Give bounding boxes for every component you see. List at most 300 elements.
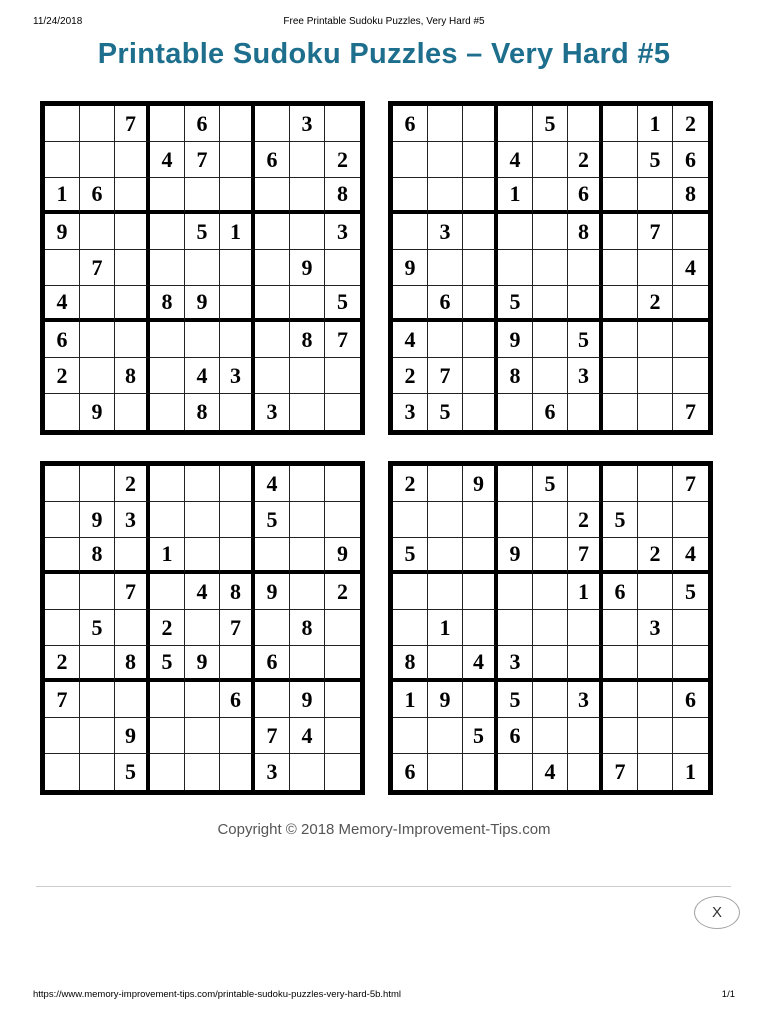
sudoku-cell (150, 322, 185, 358)
sudoku-cell: 7 (220, 610, 255, 646)
sudoku-cell: 4 (45, 286, 80, 322)
sudoku-cell: 5 (150, 646, 185, 682)
sudoku-cell: 9 (80, 502, 115, 538)
sudoku-cell: 8 (220, 574, 255, 610)
sudoku-cell (463, 502, 498, 538)
sudoku-cell: 5 (463, 718, 498, 754)
sudoku-cell (150, 574, 185, 610)
sudoku-cell (533, 502, 568, 538)
sudoku-cell (393, 142, 428, 178)
sudoku-cell (638, 466, 673, 502)
sudoku-cell (115, 322, 150, 358)
sudoku-cell: 2 (325, 574, 360, 610)
sudoku-cell (325, 646, 360, 682)
sudoku-cell (428, 142, 463, 178)
sudoku-cell (325, 718, 360, 754)
sudoku-cell: 1 (150, 538, 185, 574)
sudoku-cell (673, 322, 708, 358)
sudoku-cell (393, 286, 428, 322)
sudoku-cell: 2 (673, 106, 708, 142)
sudoku-cell: 3 (498, 646, 533, 682)
sudoku-cell (290, 574, 325, 610)
footer-url: https://www.memory-improvement-tips.com/printable-sudoku-puzzles-very-hard-5b.html (33, 989, 401, 1000)
sudoku-cell (568, 466, 603, 502)
sudoku-cell (603, 538, 638, 574)
sudoku-cell: 9 (255, 574, 290, 610)
sudoku-cell (290, 502, 325, 538)
sudoku-cell: 6 (568, 178, 603, 214)
sudoku-cell (568, 394, 603, 430)
sudoku-cell: 5 (533, 466, 568, 502)
sudoku-cell (393, 214, 428, 250)
sudoku-cell (463, 574, 498, 610)
sudoku-cell (185, 322, 220, 358)
sudoku-cell (255, 286, 290, 322)
sudoku-cell (325, 682, 360, 718)
sudoku-cell (185, 718, 220, 754)
sudoku-cell (185, 754, 220, 790)
sudoku-cell (80, 322, 115, 358)
sudoku-cell: 8 (185, 394, 220, 430)
sudoku-cell: 5 (428, 394, 463, 430)
sudoku-cell (498, 106, 533, 142)
sudoku-cell (638, 394, 673, 430)
sudoku-cell (45, 502, 80, 538)
sudoku-grid-bottom-right (388, 461, 713, 795)
sudoku-cell: 4 (393, 322, 428, 358)
sudoku-cell: 8 (115, 646, 150, 682)
sudoku-cell (603, 610, 638, 646)
sudoku-cell (463, 682, 498, 718)
sudoku-cell (80, 358, 115, 394)
sudoku-cell: 9 (290, 682, 325, 718)
sudoku-cell: 4 (185, 358, 220, 394)
sudoku-cell: 3 (220, 358, 255, 394)
sudoku-cell (393, 718, 428, 754)
sudoku-cell (428, 646, 463, 682)
sudoku-cell (428, 106, 463, 142)
sudoku-cell: 7 (255, 718, 290, 754)
sudoku-cell (185, 682, 220, 718)
sudoku-cell (463, 250, 498, 286)
sudoku-cell: 9 (428, 682, 463, 718)
sudoku-cell: 4 (150, 142, 185, 178)
sudoku-cell (568, 250, 603, 286)
sudoku-cell: 5 (325, 286, 360, 322)
sudoku-cell: 9 (290, 250, 325, 286)
sudoku-cell (498, 502, 533, 538)
sudoku-cell (150, 394, 185, 430)
sudoku-cell: 7 (115, 106, 150, 142)
sudoku-cell (568, 106, 603, 142)
sudoku-cell: 7 (325, 322, 360, 358)
sudoku-cell (290, 538, 325, 574)
sudoku-cell: 7 (45, 682, 80, 718)
sudoku-cell (463, 286, 498, 322)
sudoku-cell (638, 718, 673, 754)
sudoku-cell (45, 610, 80, 646)
sudoku-cell: 9 (463, 466, 498, 502)
sudoku-cell (325, 754, 360, 790)
sudoku-cell: 6 (428, 286, 463, 322)
sudoku-cell: 2 (115, 466, 150, 502)
sudoku-cell (115, 394, 150, 430)
sudoku-cell (150, 250, 185, 286)
sudoku-cell (255, 250, 290, 286)
sudoku-cell (150, 214, 185, 250)
sudoku-cell: 1 (638, 106, 673, 142)
sudoku-cell (498, 610, 533, 646)
sudoku-cell: 7 (603, 754, 638, 790)
sudoku-cell (290, 646, 325, 682)
sudoku-cell: 6 (673, 142, 708, 178)
sudoku-cell (533, 538, 568, 574)
sudoku-cell (325, 466, 360, 502)
close-button[interactable]: X (694, 896, 740, 929)
sudoku-cell: 5 (603, 502, 638, 538)
sudoku-cell: 7 (185, 142, 220, 178)
sudoku-cell: 1 (45, 178, 80, 214)
sudoku-cell (185, 538, 220, 574)
sudoku-cell: 1 (428, 610, 463, 646)
sudoku-cell: 3 (568, 358, 603, 394)
copyright-text: Copyright © 2018 Memory-Improvement-Tips.com (217, 821, 551, 838)
sudoku-cell (463, 394, 498, 430)
sudoku-cell: 9 (80, 394, 115, 430)
sudoku-cell: 5 (80, 610, 115, 646)
sudoku-cell (638, 250, 673, 286)
sudoku-cell: 9 (393, 250, 428, 286)
sudoku-cell: 2 (150, 610, 185, 646)
sudoku-cell: 5 (638, 142, 673, 178)
sudoku-cell (150, 358, 185, 394)
sudoku-cell (290, 286, 325, 322)
sudoku-cell (150, 754, 185, 790)
sudoku-cell: 3 (325, 214, 360, 250)
sudoku-cell (325, 106, 360, 142)
sudoku-cell (638, 646, 673, 682)
sudoku-cell (115, 214, 150, 250)
sudoku-cell (533, 322, 568, 358)
sudoku-cell (45, 106, 80, 142)
sudoku-cell (428, 466, 463, 502)
sudoku-cell (393, 502, 428, 538)
sudoku-cell: 1 (220, 214, 255, 250)
sudoku-cell: 8 (80, 538, 115, 574)
sudoku-cell: 8 (568, 214, 603, 250)
sudoku-cell: 9 (498, 322, 533, 358)
sudoku-cell: 2 (638, 286, 673, 322)
sudoku-cell (393, 178, 428, 214)
sudoku-cell (533, 214, 568, 250)
sudoku-cell: 2 (325, 142, 360, 178)
sudoku-cell (220, 466, 255, 502)
sudoku-cell (80, 682, 115, 718)
sudoku-cell (498, 466, 533, 502)
sudoku-cell (45, 142, 80, 178)
sudoku-cell: 6 (220, 682, 255, 718)
sudoku-cell: 8 (150, 286, 185, 322)
sudoku-cell: 2 (393, 358, 428, 394)
sudoku-cell: 8 (393, 646, 428, 682)
sudoku-cell: 7 (638, 214, 673, 250)
sudoku-cell: 2 (568, 502, 603, 538)
sudoku-cell (290, 358, 325, 394)
sudoku-cell (115, 538, 150, 574)
sudoku-cell (185, 610, 220, 646)
sudoku-cell: 9 (325, 538, 360, 574)
sudoku-cell (255, 610, 290, 646)
sudoku-cell: 7 (428, 358, 463, 394)
sudoku-cell (80, 286, 115, 322)
sudoku-cell (325, 502, 360, 538)
sudoku-cell (603, 322, 638, 358)
sudoku-cell (150, 682, 185, 718)
sudoku-cell (290, 394, 325, 430)
sudoku-cell (533, 646, 568, 682)
sudoku-cell (45, 574, 80, 610)
sudoku-cell (220, 718, 255, 754)
sudoku-cell (255, 178, 290, 214)
sudoku-cell (150, 106, 185, 142)
sudoku-cell: 2 (393, 466, 428, 502)
sudoku-cell (533, 574, 568, 610)
sudoku-cell: 9 (185, 286, 220, 322)
sudoku-cell: 1 (498, 178, 533, 214)
sudoku-cell: 3 (393, 394, 428, 430)
sudoku-cell (185, 466, 220, 502)
sudoku-cell (150, 466, 185, 502)
sudoku-cell (80, 646, 115, 682)
sudoku-cell: 6 (393, 106, 428, 142)
sudoku-cell (255, 322, 290, 358)
sudoku-cell (325, 358, 360, 394)
sudoku-cell: 9 (45, 214, 80, 250)
sudoku-cell (220, 106, 255, 142)
sudoku-cell: 6 (255, 646, 290, 682)
sudoku-cell (498, 214, 533, 250)
sudoku-cell: 3 (638, 610, 673, 646)
sudoku-cell (185, 502, 220, 538)
sudoku-cell (80, 574, 115, 610)
sudoku-cell: 6 (673, 682, 708, 718)
sudoku-cell: 1 (568, 574, 603, 610)
page-title: Printable Sudoku Puzzles – Very Hard #5 (97, 38, 671, 70)
sudoku-cell (568, 646, 603, 682)
sudoku-cell: 7 (673, 466, 708, 502)
sudoku-cell (568, 718, 603, 754)
sudoku-cell (638, 574, 673, 610)
sudoku-cell (673, 286, 708, 322)
sudoku-cell (603, 286, 638, 322)
sudoku-cell (150, 718, 185, 754)
sudoku-grid-bottom-left (40, 461, 365, 795)
sudoku-cell (428, 574, 463, 610)
sudoku-cell (673, 358, 708, 394)
sudoku-cell (80, 466, 115, 502)
sudoku-cell (80, 142, 115, 178)
sudoku-cell (638, 358, 673, 394)
sudoku-cell: 3 (255, 394, 290, 430)
sudoku-cell: 4 (463, 646, 498, 682)
sudoku-cell (533, 682, 568, 718)
sudoku-cell: 6 (255, 142, 290, 178)
sudoku-cell (290, 214, 325, 250)
sudoku-cell (220, 250, 255, 286)
sudoku-cell (80, 106, 115, 142)
sudoku-cell: 9 (185, 646, 220, 682)
sudoku-cell (428, 178, 463, 214)
sudoku-cell (603, 214, 638, 250)
sudoku-cell (533, 286, 568, 322)
sudoku-cell: 2 (568, 142, 603, 178)
sudoku-cell: 4 (290, 718, 325, 754)
sudoku-cell (220, 646, 255, 682)
sudoku-cell: 4 (673, 250, 708, 286)
sudoku-cell (603, 358, 638, 394)
sudoku-cell (45, 538, 80, 574)
sudoku-cell (150, 502, 185, 538)
sudoku-cell: 2 (638, 538, 673, 574)
footer-divider (36, 886, 731, 887)
sudoku-cell (603, 178, 638, 214)
sudoku-cell (603, 646, 638, 682)
header-doc-title: Free Printable Sudoku Puzzles, Very Hard #5 (283, 16, 485, 27)
sudoku-cell: 8 (673, 178, 708, 214)
sudoku-cell: 8 (498, 358, 533, 394)
sudoku-cell: 8 (115, 358, 150, 394)
sudoku-cell: 4 (255, 466, 290, 502)
sudoku-cell (115, 250, 150, 286)
sudoku-cell: 3 (255, 754, 290, 790)
sudoku-cell (533, 610, 568, 646)
sudoku-cell (45, 466, 80, 502)
sudoku-cell (290, 466, 325, 502)
sudoku-cell (393, 574, 428, 610)
sudoku-cell: 6 (45, 322, 80, 358)
sudoku-cell: 7 (568, 538, 603, 574)
sudoku-cell (533, 250, 568, 286)
sudoku-cell (290, 754, 325, 790)
sudoku-cell (463, 214, 498, 250)
sudoku-cell (255, 682, 290, 718)
sudoku-cell: 5 (533, 106, 568, 142)
sudoku-cell (255, 358, 290, 394)
sudoku-cell (428, 754, 463, 790)
sudoku-cell (463, 178, 498, 214)
sudoku-cell (568, 286, 603, 322)
sudoku-cell: 9 (498, 538, 533, 574)
sudoku-cell (638, 502, 673, 538)
sudoku-cell (325, 394, 360, 430)
sudoku-cell (45, 394, 80, 430)
sudoku-cell: 6 (393, 754, 428, 790)
sudoku-cell (428, 322, 463, 358)
sudoku-cell (115, 178, 150, 214)
sudoku-cell: 5 (255, 502, 290, 538)
sudoku-cell (673, 214, 708, 250)
sudoku-cell (673, 610, 708, 646)
sudoku-cell (45, 718, 80, 754)
sudoku-cell (185, 250, 220, 286)
sudoku-cell (220, 502, 255, 538)
sudoku-cell (80, 754, 115, 790)
sudoku-cell (533, 142, 568, 178)
sudoku-cell: 4 (498, 142, 533, 178)
sudoku-cell (255, 538, 290, 574)
sudoku-cell (45, 250, 80, 286)
sudoku-cell (603, 394, 638, 430)
sudoku-cell (568, 754, 603, 790)
sudoku-cell: 3 (568, 682, 603, 718)
sudoku-cell (255, 106, 290, 142)
sudoku-cell (533, 358, 568, 394)
sudoku-cell: 5 (115, 754, 150, 790)
sudoku-cell (673, 502, 708, 538)
sudoku-cell: 8 (290, 610, 325, 646)
sudoku-cell (498, 754, 533, 790)
sudoku-cell: 9 (115, 718, 150, 754)
sudoku-cell: 7 (80, 250, 115, 286)
sudoku-cell: 2 (45, 358, 80, 394)
sudoku-cell: 6 (533, 394, 568, 430)
sudoku-cell (603, 106, 638, 142)
sudoku-cell (393, 610, 428, 646)
sudoku-cell (115, 682, 150, 718)
sudoku-cell (220, 142, 255, 178)
sudoku-cell (568, 610, 603, 646)
sudoku-cell: 6 (498, 718, 533, 754)
sudoku-cell: 4 (533, 754, 568, 790)
sudoku-cell (428, 250, 463, 286)
sudoku-cell: 4 (185, 574, 220, 610)
sudoku-cell (498, 394, 533, 430)
footer-page-number: 1/1 (721, 989, 735, 1000)
sudoku-cell (603, 142, 638, 178)
sudoku-cell (220, 538, 255, 574)
sudoku-cell (463, 610, 498, 646)
sudoku-cell (185, 178, 220, 214)
sudoku-cell: 1 (393, 682, 428, 718)
sudoku-cell: 2 (45, 646, 80, 682)
sudoku-cell: 5 (673, 574, 708, 610)
sudoku-cell (533, 178, 568, 214)
sudoku-cell (220, 178, 255, 214)
sudoku-cell: 7 (115, 574, 150, 610)
sudoku-cell (533, 718, 568, 754)
sudoku-cell (463, 754, 498, 790)
sudoku-cell (115, 142, 150, 178)
sudoku-cell (428, 538, 463, 574)
sudoku-cell (255, 214, 290, 250)
sudoku-cell (325, 250, 360, 286)
sudoku-cell: 5 (393, 538, 428, 574)
sudoku-cell: 5 (498, 682, 533, 718)
sudoku-cell (290, 178, 325, 214)
header-date: 11/24/2018 (33, 16, 83, 27)
sudoku-cell (638, 178, 673, 214)
sudoku-cell (150, 178, 185, 214)
sudoku-cell: 6 (603, 574, 638, 610)
sudoku-cell (498, 574, 533, 610)
sudoku-cell (80, 214, 115, 250)
sudoku-cell: 6 (80, 178, 115, 214)
sudoku-cell (220, 754, 255, 790)
sudoku-cell: 4 (673, 538, 708, 574)
sudoku-cell (325, 610, 360, 646)
sudoku-cell (498, 250, 533, 286)
sudoku-cell (603, 682, 638, 718)
